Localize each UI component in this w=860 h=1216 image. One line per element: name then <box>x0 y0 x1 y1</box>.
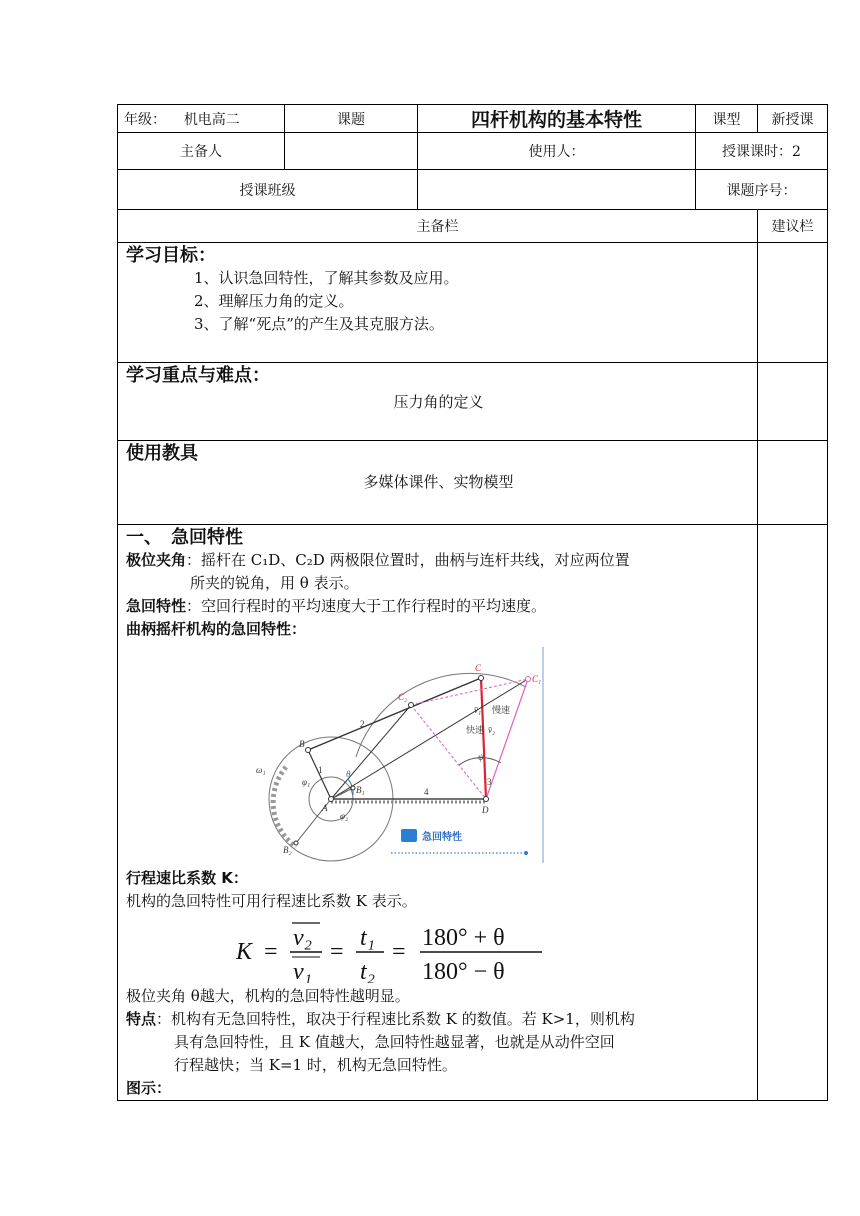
hours-label: 授课课时：2 <box>696 133 828 170</box>
joint-c <box>479 676 484 681</box>
label-link4: 4 <box>424 787 429 797</box>
limit-angle-text: ：摇杆在 C₁D、C₂D 两极限位置时，曲柄与连杆共线，对应两位置 <box>186 551 630 569</box>
rotation-arc <box>273 767 296 847</box>
formula-numerator: 180° + θ <box>422 925 505 951</box>
label-a: A <box>322 803 328 813</box>
label-link2: 2 <box>360 719 365 729</box>
tools-suggest-cell <box>758 441 828 525</box>
quick-return-figure <box>256 647 676 863</box>
quick-return-text: ：空回行程时的平均速度大于工作行程时的平均速度。 <box>186 597 547 615</box>
k-text: 机构的急回特性可用行程速比系数 K 表示。 <box>126 892 417 910</box>
formula-eq1: = <box>264 939 278 965</box>
joint-c1 <box>526 677 531 682</box>
objectives-heading: 学习目标： <box>126 245 216 266</box>
feature-text1: ：机构有无急回特性，取决于行程速比系数 K 的数值。若 K>1，则机构 <box>156 1010 635 1028</box>
type-label: 课型 <box>696 105 758 133</box>
keypoints-text: 压力角的定义 <box>393 393 484 411</box>
c2d-line <box>411 705 486 799</box>
badge-dot <box>524 851 528 855</box>
preparer-label: 主备人 <box>118 133 285 170</box>
joint-b1 <box>351 786 355 790</box>
label-phi1: φ₁ <box>302 777 311 787</box>
joint-a <box>329 797 334 802</box>
k-formula <box>236 919 546 983</box>
video-icon <box>401 829 417 842</box>
lesson-plan-table <box>117 104 828 1101</box>
crank-coupler-line <box>331 705 411 799</box>
rocker-arc <box>356 673 526 757</box>
label-phi2: φ₂ <box>340 811 349 821</box>
formula-v1: v₁ <box>293 959 312 983</box>
grade-value: 机电高二 <box>183 111 240 128</box>
objectives-cell <box>118 243 758 363</box>
feature-label: 特点 <box>126 1010 157 1028</box>
objective-item: 2、理解压力角的定义。 <box>194 292 354 310</box>
rocker-link <box>481 678 486 799</box>
label-v1: v̄₁ <box>474 705 482 715</box>
theta-text: 极位夹角 θ越大，机构的急回特性越明显。 <box>126 987 410 1005</box>
label-link1: 1 <box>318 765 323 775</box>
feature-text3: 行程越快；当 K=1 时，机构无急回特性。 <box>174 1056 457 1074</box>
badge-label: 急回特性 <box>422 832 462 843</box>
class-label: 授课班级 <box>118 170 418 210</box>
user-label: 使用人： <box>418 133 696 170</box>
c1d-line <box>486 679 528 799</box>
formula-k: K <box>236 939 253 965</box>
label-b: B <box>299 739 305 749</box>
type-value: 新授课 <box>758 105 828 133</box>
label-c2: C₂ <box>398 692 408 702</box>
label-psi: ψ <box>478 752 484 762</box>
label-b1: B₁ <box>356 785 365 795</box>
label-theta: θ <box>346 769 351 779</box>
label-c1: C₁ <box>532 674 542 684</box>
formula-t1: t₁ <box>360 925 376 951</box>
diagram-label: 图示： <box>126 1079 172 1097</box>
quick-return-label: 急回特性 <box>126 597 187 615</box>
keypoints-cell <box>118 363 758 441</box>
coupler-link <box>308 678 481 750</box>
formula-t2: t₂ <box>360 959 376 983</box>
objective-item: 1、认识急回特性，了解其参数及应用。 <box>194 269 459 287</box>
section1-heading: 一、 急回特性 <box>126 527 243 548</box>
label-b2: B₂ <box>283 845 292 855</box>
formula-v2: v₂ <box>293 925 312 951</box>
b1-line <box>331 788 353 799</box>
label-slow: 慢速 <box>492 705 511 715</box>
joint-d <box>484 797 489 802</box>
joint-b2 <box>294 841 298 845</box>
formula-denominator: 180° − θ <box>422 959 505 983</box>
section1-suggest-cell <box>758 525 828 1101</box>
lesson-title: 四杆机构的基本特性 <box>418 105 696 133</box>
label-v2: v̄₂ <box>488 725 496 735</box>
seq-label: 课题序号： <box>696 170 828 210</box>
section1-cell <box>118 525 758 1101</box>
video-badge[interactable] <box>391 829 528 855</box>
limit-angle-text2: 所夹的锐角，用 θ 表示。 <box>190 574 359 592</box>
objectives-suggest-cell <box>758 243 828 363</box>
crank-rocker-label: 曲柄摇杆机构的急回特性： <box>126 620 307 638</box>
feature-text2: 具有急回特性，且 K 值越大，急回特性越显著，也就是从动件空回 <box>174 1033 615 1051</box>
extended-line <box>331 679 528 799</box>
label-c: C <box>475 663 482 673</box>
keypoints-suggest-cell <box>758 363 828 441</box>
limit-angle-label: 极位夹角 <box>126 551 187 569</box>
tools-heading: 使用教具 <box>126 443 198 464</box>
grade-cell <box>118 105 285 133</box>
label-omega: ω₁ <box>256 765 266 775</box>
grade-label: 年级： <box>124 111 166 128</box>
class-value <box>418 170 696 210</box>
topic-label: 课题 <box>285 105 418 133</box>
label-d: D <box>482 805 489 815</box>
preparer-value <box>285 133 418 170</box>
objective-item: 3、了解“死点”的产生及其克服方法。 <box>194 315 444 333</box>
joint-b <box>306 748 311 753</box>
k-label: 行程速比系数 K： <box>126 869 248 887</box>
label-fast: 快速 <box>466 725 485 735</box>
joint-c2 <box>409 703 414 708</box>
main-column-header: 主备栏 <box>118 210 758 243</box>
tools-cell <box>118 441 758 525</box>
formula-eq3: = <box>392 939 406 965</box>
keypoints-heading: 学习重点与难点： <box>126 365 270 386</box>
tools-text: 多媒体课件、实物模型 <box>363 473 514 491</box>
suggest-column-header: 建议栏 <box>758 210 828 243</box>
formula-eq2: = <box>330 939 344 965</box>
label-link3: 3 <box>487 777 492 787</box>
